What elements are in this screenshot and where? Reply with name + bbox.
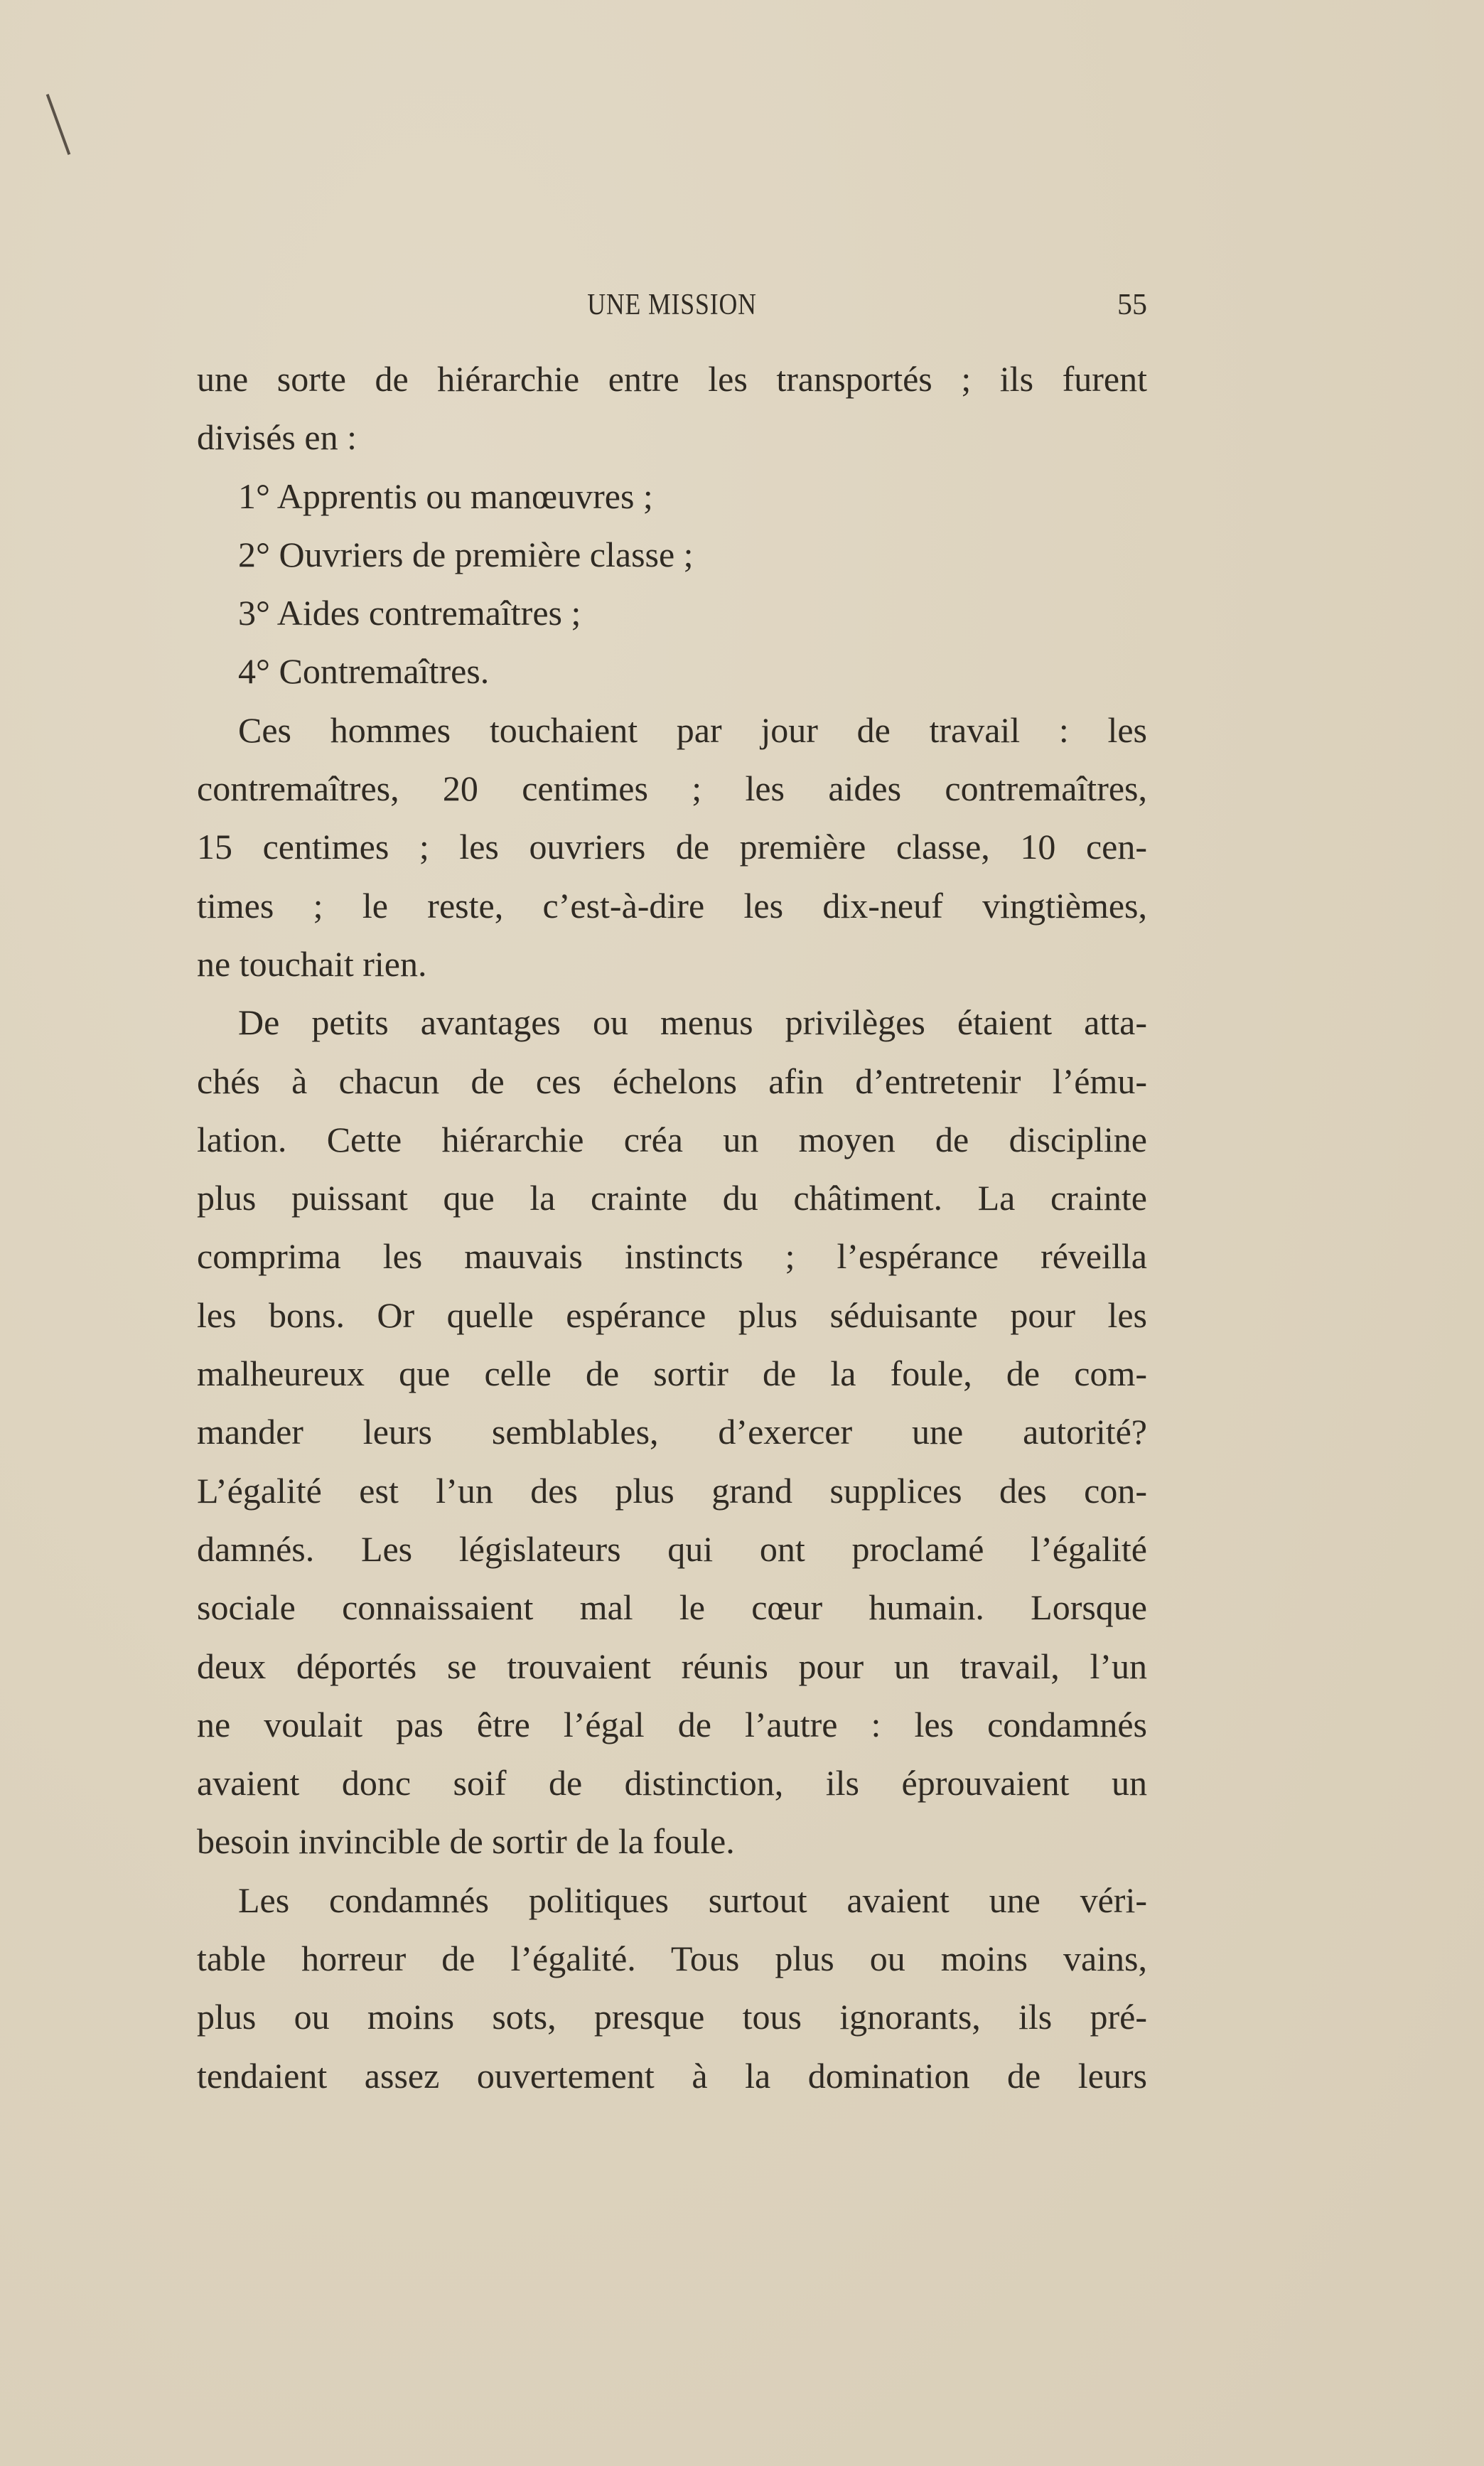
paragraph-start: Les condamnés politiques surtout avaient une véri- [238, 1880, 1147, 1920]
text-line: damnés. Les législateurs qui ont proclamé l’égalité [197, 1528, 1147, 1569]
paragraph-start: Ces hommes touchaient par jour de travail : les [238, 709, 1147, 750]
list-item: 3° Aides contremaîtres ; [238, 593, 581, 633]
text-line: times ; le reste, c’est-à-dire les dix-neuf vingtièmes, [197, 885, 1147, 926]
text-line: comprima les mauvais instincts ; l’espérance réveilla [197, 1236, 1147, 1277]
list-item: 4° Contremaîtres. [238, 651, 490, 692]
text-line: L’égalité est l’un des plus grand supplices des con- [197, 1470, 1147, 1511]
text-line: malheureux que celle de sortir de la foule, de com- [197, 1353, 1147, 1394]
text-line: lation. Cette hiérarchie créa un moyen de discipline [197, 1119, 1147, 1159]
page-number: 55 [1117, 289, 1147, 321]
text-line: deux déportés se trouvaient réunis pour un travail, l’un [197, 1646, 1147, 1686]
text-line: table horreur de l’égalité. Tous plus ou moins vains, [197, 1939, 1147, 1979]
text-line: chés à chacun de ces échelons afin d’entretenir l’ému- [197, 1061, 1147, 1101]
text-line: ne touchait rien. [197, 943, 427, 984]
text-line: une sorte de hiérarchie entre les transportés ; ils furent [197, 359, 1147, 399]
text-line: plus ou moins sots, presque tous ignorants, ils pré- [197, 1997, 1147, 2037]
list-item: 2° Ouvriers de première classe ; [238, 534, 694, 574]
text-line: sociale connaissaient mal le cœur humain. Lorsque [197, 1587, 1147, 1628]
text-line: mander leurs semblables, d’exercer une autorité? [197, 1412, 1147, 1452]
pencil-mark [46, 94, 71, 155]
list-item: 1° Apprentis ou manœuvres ; [238, 476, 653, 516]
paragraph-start: De petits avantages ou menus privilèges étaient atta- [238, 1002, 1147, 1043]
text-line: ne voulait pas être l’égal de l’autre : les condamnés [197, 1704, 1147, 1744]
text-line: plus puissant que la crainte du châtiment. La crainte [197, 1178, 1147, 1218]
text-line: besoin invincible de sortir de la foule. [197, 1821, 735, 1862]
text-line: divisés en : [197, 417, 357, 458]
page-header [197, 288, 1147, 332]
text-line: contremaîtres, 20 centimes ; les aides contremaîtres, [197, 768, 1147, 809]
running-title: UNE MISSION [587, 289, 757, 321]
body-text [197, 350, 1147, 2105]
text-line: les bons. Or quelle espérance plus séduisante pour les [197, 1294, 1147, 1335]
text-line: avaient donc soif de distinction, ils éprouvaient un [197, 1763, 1147, 1803]
text-line: tendaient assez ouvertement à la domination de leurs [197, 2055, 1147, 2096]
text-line: 15 centimes ; les ouvriers de première classe, 10 cen- [197, 827, 1147, 867]
